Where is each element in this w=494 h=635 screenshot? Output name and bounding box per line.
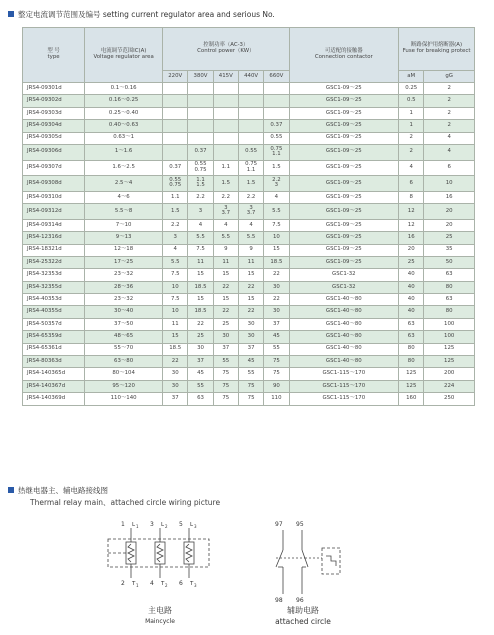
cell-p380: 18.5 [188, 306, 213, 318]
header-440v: 440V [238, 71, 263, 83]
cell-p660: 30 [264, 306, 289, 318]
main-top-sub-3: L [190, 522, 194, 528]
cell-p440: 15 [238, 269, 263, 281]
header-380v: 380V [188, 71, 213, 83]
cell-p220: 5.5 [163, 256, 188, 268]
cell-p660: 22 [264, 294, 289, 306]
cell-contactor: GSC1-09～25 [289, 256, 399, 268]
cell-contactor: GSC1-40～80 [289, 343, 399, 355]
cell-p220: 18.5 [163, 343, 188, 355]
cell-model: JRS4-09303d [23, 107, 85, 119]
cell-p220: 7.5 [163, 269, 188, 281]
cell-p380: 37 [188, 356, 213, 368]
cell-am: 40 [399, 269, 424, 281]
cell-p380: 55 [188, 380, 213, 392]
main-circuit-label-en: Maincycle [145, 618, 175, 625]
cell-p415: 30 [213, 331, 238, 343]
cell-p380: 45 [188, 368, 213, 380]
cell-model: JRS4-32353d [23, 269, 85, 281]
cell-contactor: GSC1-09～25 [289, 191, 399, 203]
cell-model: JRS4-40355d [23, 306, 85, 318]
cell-model: JRS4-40353d [23, 294, 85, 306]
cell-contactor: GSC1-09～25 [289, 120, 399, 132]
cell-gg: 224 [424, 380, 475, 392]
cell-p660: 5.5 [264, 204, 289, 220]
cell-p380: 22 [188, 318, 213, 330]
cell-model: JRS4-09306d [23, 144, 85, 160]
header-660v: 660V [264, 71, 289, 83]
cell-p415: 3 3.7 [213, 204, 238, 220]
main-top-1: 1 [121, 521, 125, 528]
cell-p380: 5.5 [188, 232, 213, 244]
cell-p660: 18.5 [264, 256, 289, 268]
cell-p440: 0.75 1.1 [238, 160, 263, 176]
cell-model: JRS4-50357d [23, 318, 85, 330]
cell-p415: 75 [213, 380, 238, 392]
cell-model: JRS4-12316d [23, 232, 85, 244]
cell-p220: 10 [163, 306, 188, 318]
cell-gg: 2 [424, 83, 475, 95]
cell-p220: 22 [163, 356, 188, 368]
cell-p415: 9 [213, 244, 238, 256]
cell-gg: 63 [424, 269, 475, 281]
aux-circuit-label-en: attached circle [275, 617, 331, 626]
cell-p380: 25 [188, 331, 213, 343]
cell-p440: 5.5 [238, 232, 263, 244]
main-bottom-sub-1: T [132, 581, 136, 587]
cell-contactor: GSC1-40～80 [289, 306, 399, 318]
cell-range: 5.5～8 [85, 204, 163, 220]
cell-gg: 6 [424, 160, 475, 176]
cell-p415: 37 [213, 343, 238, 355]
cell-am: 12 [399, 219, 424, 231]
cell-p220: 4 [163, 244, 188, 256]
cell-p220: 30 [163, 368, 188, 380]
cell-range: 28～36 [85, 281, 163, 293]
cell-range: 9～13 [85, 232, 163, 244]
cell-range: 48～65 [85, 331, 163, 343]
cell-p660: 2.2 3 [264, 176, 289, 192]
main-bottom-idx-3: 3 [194, 583, 197, 588]
cell-p220: 0.55 0.75 [163, 176, 188, 192]
cell-range: 1～1.6 [85, 144, 163, 160]
main-bottom-idx-2: 2 [165, 583, 168, 588]
cell-range: 95～120 [85, 380, 163, 392]
header-220v: 220V [163, 71, 188, 83]
section-title-cn: 热继电器主、辅电路接线图 [18, 486, 108, 495]
cell-am: 20 [399, 244, 424, 256]
aux-bottom-98: 98 [275, 597, 283, 604]
cell-range: 30～40 [85, 306, 163, 318]
cell-model: JRS4-09312d [23, 204, 85, 220]
cell-contactor: GSC1-40～80 [289, 318, 399, 330]
cell-gg: 80 [424, 281, 475, 293]
main-top-2: 3 [150, 521, 154, 528]
cell-p440: 0.55 [238, 144, 263, 160]
cell-contactor: GSC1-09～25 [289, 95, 399, 107]
cell-p660: 30 [264, 281, 289, 293]
cell-p660: 110 [264, 393, 289, 405]
cell-contactor: GSC1-40～80 [289, 356, 399, 368]
cell-range: 23～32 [85, 269, 163, 281]
cell-p440: 15 [238, 294, 263, 306]
cell-p660: 7.5 [264, 219, 289, 231]
cell-am: 125 [399, 380, 424, 392]
cell-p660: 90 [264, 380, 289, 392]
cell-p660: 4 [264, 191, 289, 203]
cell-p415: 15 [213, 269, 238, 281]
cell-p660: 37 [264, 318, 289, 330]
cell-p660: 0.37 [264, 120, 289, 132]
main-bottom-sub-2: T [161, 581, 165, 587]
cell-p440: 9 [238, 244, 263, 256]
cell-p220: 10 [163, 281, 188, 293]
cell-gg: 80 [424, 306, 475, 318]
cell-gg: 63 [424, 294, 475, 306]
cell-range: 80～104 [85, 368, 163, 380]
cell-contactor: GSC1-09～25 [289, 83, 399, 95]
main-top-3: 5 [179, 521, 183, 528]
cell-p415: 1.5 [213, 176, 238, 192]
cell-am: 12 [399, 204, 424, 220]
main-bottom-3: 6 [179, 580, 183, 587]
cell-p380: 1.1 1.5 [188, 176, 213, 192]
cell-range: 17～25 [85, 256, 163, 268]
cell-contactor: GSC1-40～80 [289, 294, 399, 306]
cell-am: 1 [399, 107, 424, 119]
cell-model: JRS4-140365d [23, 368, 85, 380]
cell-contactor: GSC1-40～80 [289, 331, 399, 343]
header-contactor: 可适配的接触器 Connection contactor [289, 28, 399, 83]
cell-gg: 35 [424, 244, 475, 256]
cell-am: 0.25 [399, 83, 424, 95]
cell-gg: 10 [424, 176, 475, 192]
cell-p415: 75 [213, 368, 238, 380]
cell-contactor: GSC1-09～25 [289, 144, 399, 160]
cell-gg: 20 [424, 219, 475, 231]
cell-contactor: GSC1-09～25 [289, 244, 399, 256]
cell-gg: 125 [424, 343, 475, 355]
cell-model: JRS4-18321d [23, 244, 85, 256]
cell-model: JRS4-09314d [23, 219, 85, 231]
cell-range: 0.40～0.63 [85, 120, 163, 132]
cell-range: 0.1～0.16 [85, 83, 163, 95]
cell-range: 4～6 [85, 191, 163, 203]
cell-model: JRS4-80363d [23, 356, 85, 368]
cell-model: JRS4-09302d [23, 95, 85, 107]
cell-p220: 2.2 [163, 219, 188, 231]
cell-p415: 55 [213, 356, 238, 368]
cell-p415: 2.2 [213, 191, 238, 203]
header-fuse: 断路保护用熔断器(A) Fuse for breaking protect [399, 28, 475, 71]
cell-p440: 2.2 [238, 191, 263, 203]
cell-p440: 30 [238, 331, 263, 343]
cell-range: 12～18 [85, 244, 163, 256]
cell-range: 0.63～1 [85, 132, 163, 144]
cell-p220: 3 [163, 232, 188, 244]
cell-p415: 4 [213, 219, 238, 231]
cell-p380: 4 [188, 219, 213, 231]
cell-range: 0.25～0.40 [85, 107, 163, 119]
cell-range: 2.5～4 [85, 176, 163, 192]
cell-range: 55～70 [85, 343, 163, 355]
cell-gg: 2 [424, 95, 475, 107]
main-bottom-sub-3: T [190, 581, 194, 587]
cell-p220: 30 [163, 380, 188, 392]
cell-am: 4 [399, 160, 424, 176]
cell-gg: 50 [424, 256, 475, 268]
cell-model: JRS4-140367d [23, 380, 85, 392]
cell-gg: 20 [424, 204, 475, 220]
cell-am: 0.5 [399, 95, 424, 107]
section-subtitle-wiring: Thermal relay main、attached circle wiring picture [30, 498, 221, 507]
cell-contactor: GSC1-09～25 [289, 232, 399, 244]
cell-p660: 0.55 [264, 132, 289, 144]
cell-model: JRS4-140369d [23, 393, 85, 405]
cell-p440: 37 [238, 343, 263, 355]
cell-p660: 22 [264, 269, 289, 281]
main-top-idx-2: 2 [165, 524, 168, 529]
cell-contactor: GSC1-32 [289, 281, 399, 293]
cell-model: JRS4-09304d [23, 120, 85, 132]
cell-model: JRS4-09305d [23, 132, 85, 144]
cell-am: 8 [399, 191, 424, 203]
cell-am: 63 [399, 331, 424, 343]
header-model: 型 号 type [23, 28, 85, 83]
cell-p440: 30 [238, 318, 263, 330]
cell-p380: 11 [188, 256, 213, 268]
cell-p220: 11 [163, 318, 188, 330]
cell-gg: 2 [424, 107, 475, 119]
cell-p220: 15 [163, 331, 188, 343]
header-power: 控制功率（AC-3） Control power（KW） [163, 28, 289, 71]
cell-am: 80 [399, 343, 424, 355]
cell-p660: 45 [264, 331, 289, 343]
cell-p380: 0.37 [188, 144, 213, 160]
cell-gg: 200 [424, 368, 475, 380]
cell-p660: 75 [264, 356, 289, 368]
cell-p415: 22 [213, 306, 238, 318]
cell-model: JRS4-09301d [23, 83, 85, 95]
cell-range: 0.16～0.25 [85, 95, 163, 107]
cell-contactor: GSC1-115～170 [289, 380, 399, 392]
aux-top-95: 95 [296, 521, 304, 528]
cell-model: JRS4-65361d [23, 343, 85, 355]
cell-p440: 3 3.7 [238, 204, 263, 220]
cell-p660: 1.5 [264, 160, 289, 176]
cell-p380: 0.55 0.75 [188, 160, 213, 176]
cell-model: JRS4-65359d [23, 331, 85, 343]
cell-am: 40 [399, 294, 424, 306]
cell-p440: 1.5 [238, 176, 263, 192]
section-title-en: setting current regulator area and serious No. [102, 10, 275, 19]
cell-p440: 22 [238, 281, 263, 293]
main-top-idx-1: 1 [136, 524, 139, 529]
cell-contactor: GSC1-09～25 [289, 219, 399, 231]
cell-p220: 0.37 [163, 160, 188, 176]
main-bottom-1: 2 [121, 580, 125, 587]
cell-contactor: GSC1-09～25 [289, 107, 399, 119]
aux-circuit-label-cn: 辅助电路 [287, 606, 319, 615]
cell-am: 2 [399, 132, 424, 144]
cell-am: 1 [399, 120, 424, 132]
cell-am: 80 [399, 356, 424, 368]
cell-p380: 3 [188, 204, 213, 220]
main-top-idx-3: 3 [194, 524, 197, 529]
cell-p660: 55 [264, 343, 289, 355]
cell-p415: 25 [213, 318, 238, 330]
cell-p380: 63 [188, 393, 213, 405]
cell-p415: 1.1 [213, 160, 238, 176]
cell-p220: 7.5 [163, 294, 188, 306]
main-top-sub-2: L [161, 522, 165, 528]
cell-p415: 5.5 [213, 232, 238, 244]
cell-am: 63 [399, 318, 424, 330]
cell-am: 40 [399, 281, 424, 293]
cell-p220: 37 [163, 393, 188, 405]
cell-p415: 75 [213, 393, 238, 405]
cell-range: 23～32 [85, 294, 163, 306]
cell-p440: 75 [238, 380, 263, 392]
main-top-sub-1: L [132, 522, 136, 528]
aux-top-97: 97 [275, 521, 283, 528]
cell-p440: 55 [238, 368, 263, 380]
cell-contactor: GSC1-115～170 [289, 393, 399, 405]
cell-gg: 2 [424, 120, 475, 132]
cell-gg: 250 [424, 393, 475, 405]
cell-am: 16 [399, 232, 424, 244]
cell-gg: 4 [424, 132, 475, 144]
cell-range: 1.6～2.5 [85, 160, 163, 176]
cell-gg: 16 [424, 191, 475, 203]
cell-model: JRS4-32355d [23, 281, 85, 293]
cell-p380: 7.5 [188, 244, 213, 256]
cell-am: 160 [399, 393, 424, 405]
cell-p440: 4 [238, 219, 263, 231]
cell-model: JRS4-09308d [23, 176, 85, 192]
cell-am: 40 [399, 306, 424, 318]
cell-p440: 11 [238, 256, 263, 268]
header-range: 电流调节范围IC(A) Voltage regulator area [85, 28, 163, 83]
cell-gg: 25 [424, 232, 475, 244]
main-bottom-2: 4 [150, 580, 154, 587]
cell-range: 110～140 [85, 393, 163, 405]
cell-range: 63～80 [85, 356, 163, 368]
cell-range: 37～50 [85, 318, 163, 330]
cell-am: 6 [399, 176, 424, 192]
cell-p660: 0.75 1.1 [264, 144, 289, 160]
header-gg: gG [424, 71, 475, 83]
cell-p380: 15 [188, 269, 213, 281]
cell-model: JRS4-09307d [23, 160, 85, 176]
cell-p660: 10 [264, 232, 289, 244]
cell-p220: 1.5 [163, 204, 188, 220]
main-bottom-idx-1: 1 [136, 583, 139, 588]
aux-bottom-96: 96 [296, 597, 304, 604]
main-circuit-label-cn: 主电路 [148, 606, 172, 615]
cell-am: 125 [399, 368, 424, 380]
cell-am: 25 [399, 256, 424, 268]
cell-p220: 1.1 [163, 191, 188, 203]
cell-p440: 22 [238, 306, 263, 318]
cell-contactor: GSC1-09～25 [289, 204, 399, 220]
cell-model: JRS4-25322d [23, 256, 85, 268]
cell-p380: 30 [188, 343, 213, 355]
cell-contactor: GSC1-09～25 [289, 176, 399, 192]
cell-p380: 15 [188, 294, 213, 306]
cell-p380: 2.2 [188, 191, 213, 203]
cell-model: JRS4-09310d [23, 191, 85, 203]
cell-am: 2 [399, 144, 424, 160]
cell-gg: 4 [424, 144, 475, 160]
cell-p440: 45 [238, 356, 263, 368]
cell-contactor: GSC1-115～170 [289, 368, 399, 380]
cell-gg: 100 [424, 331, 475, 343]
cell-range: 7～10 [85, 219, 163, 231]
header-415v: 415V [213, 71, 238, 83]
cell-contactor: GSC1-32 [289, 269, 399, 281]
header-am: aM [399, 71, 424, 83]
cell-p660: 15 [264, 244, 289, 256]
cell-p660: 75 [264, 368, 289, 380]
cell-gg: 125 [424, 356, 475, 368]
cell-p440: 75 [238, 393, 263, 405]
section-title-cn: 整定电流调节范围及编号 [18, 10, 101, 19]
cell-p415: 11 [213, 256, 238, 268]
cell-p415: 15 [213, 294, 238, 306]
cell-p415: 22 [213, 281, 238, 293]
cell-contactor: GSC1-09～25 [289, 160, 399, 176]
cell-contactor: GSC1-09～25 [289, 132, 399, 144]
cell-p380: 18.5 [188, 281, 213, 293]
cell-gg: 100 [424, 318, 475, 330]
